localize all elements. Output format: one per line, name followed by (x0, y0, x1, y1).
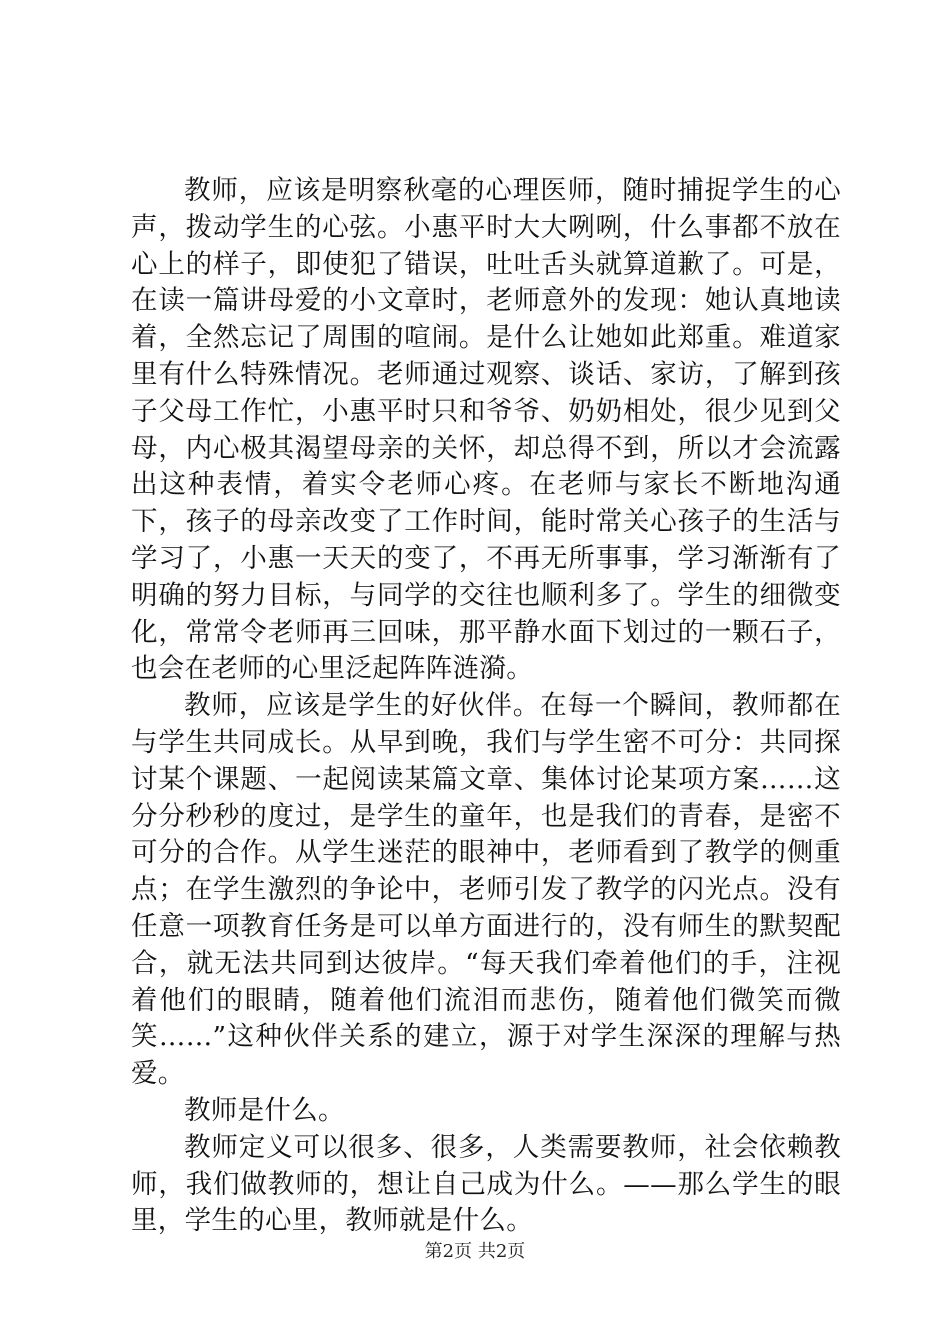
paragraph-what-is-teacher: 教师是什么。 (184, 1094, 345, 1126)
document-body (131, 173, 841, 1240)
paragraph-teacher-definition: 教师定义可以很多、很多，人类需要教师，社会依赖教师，我们做教师的，想让自己成为什么。——那么学生的眼里，学生的心里，教师就是什么。 (131, 1131, 841, 1237)
paragraph-teacher-as-partner: 教师，应该是学生的好伙伴。在每一个瞬间，教师都在与学生共同成长。从早到晚，我们与学生密不可分：共同探讨某个课题、一起阅读某篇文章、集体讨论某项方案……这分分秒秒的度过，是学生的童年，也是我们的青春，是密不可分的合作。从学生迷茫的眼神中，老师看到了教学的侧重点；在学生激烈的争论中，老师引发了教学的闪光点。没有任意一项教育任务是可以单方面进行的，没有师生的默契配合，就无法共同到达彼岸。“每天我们牵着他们的手，注视着他们的眼睛，随着他们流泪而悲伤，随着他们微笑而微笑……”这种伙伴关系的建立，源于对学生深深的理解与热爱。 (131, 690, 841, 1090)
page-number-footer: 第2页 共2页 (424, 1241, 526, 1262)
paragraph-teacher-as-psychologist: 教师，应该是明察秋毫的心理医师，随时捕捉学生的心声，拨动学生的心弦。小惠平时大大咧咧，什么事都不放在心上的样子，即使犯了错误，吐吐舌头就算道歉了。可是，在读一篇讲母爱的小文章时，老师意外的发现：她认真地读着，全然忘记了周围的喧闹。是什么让她如此郑重。难道家里有什么特殊情况。老师通过观察、谈话、家访，了解到孩子父母工作忙，小惠平时只和爷爷、奶奶相处，很少见到父母，内心极其渴望母亲的关怀，却总得不到，所以才会流露出这种表情，着实令老师心疼。在老师与家长不断地沟通下，孩子的母亲改变了工作时间，能时常关心孩子的生活与学习了，小惠一天天的变了，不再无所事事，学习渐渐有了明确的努力目标，与同学的交往也顺利多了。学生的细微变化，常常令老师再三回味，那平静水面下划过的一颗石子，也会在老师的心里泛起阵阵涟漪。 (131, 175, 841, 685)
